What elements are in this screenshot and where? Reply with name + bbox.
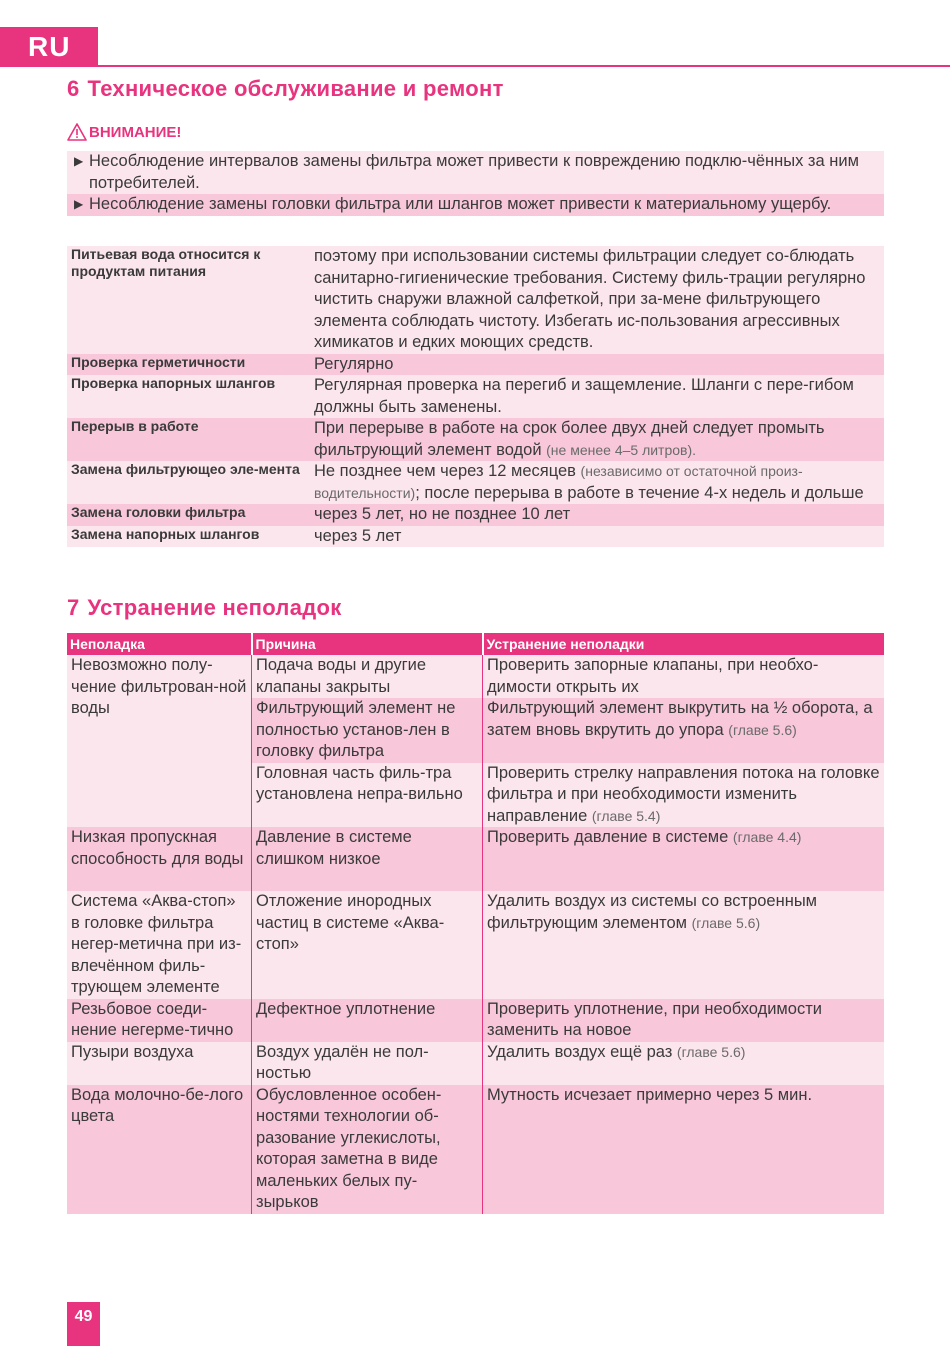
fix-cell: Удалить воздух из системы со встроенным фильтрующим элементом (главе 5.6) bbox=[483, 891, 885, 999]
troubleshooting-table bbox=[67, 633, 884, 1214]
table-row bbox=[67, 354, 884, 376]
cause-cell: Дефектное уплотнение bbox=[252, 999, 483, 1042]
fix-cell: Проверить запорные клапаны, при необхо-димости открыть их bbox=[483, 655, 885, 698]
cause-cell: Обусловленное особен-ностями технологии об-разование углекислоты, которая заметна в виде маленьких белых пу-зырьков bbox=[252, 1085, 483, 1214]
maintenance-key: Перерыв в работе bbox=[67, 418, 309, 461]
section-7-title: Устранение неполадок bbox=[87, 595, 342, 620]
table-row bbox=[67, 246, 884, 354]
reference-note: (независимо от остаточной произ-водительности) bbox=[314, 463, 803, 501]
reference-note: (главе 5.6) bbox=[691, 914, 761, 931]
maintenance-key: Замена головки фильтра bbox=[67, 504, 309, 526]
triangle-bullet-icon: ▶ bbox=[74, 197, 84, 211]
table-row bbox=[67, 418, 884, 461]
table-row bbox=[67, 375, 884, 418]
maintenance-value: Не позднее чем через 12 месяцев (независимо от остаточной произ-водительности); после перерыва в работе в течение 4-х недель и дольше bbox=[309, 461, 884, 504]
maintenance-key: Проверка герметичности bbox=[67, 354, 309, 376]
section-7-heading bbox=[67, 595, 342, 621]
warning-item bbox=[67, 194, 884, 216]
fix-cell: Мутность исчезает примерно через 5 мин. bbox=[483, 1085, 885, 1214]
maintenance-value: через 5 лет, но не позднее 10 лет bbox=[309, 504, 884, 526]
fix-cell: Удалить воздух ещё раз (главе 5.6) bbox=[483, 1042, 885, 1085]
cause-cell: Отложение инородных частиц в системе «Аква-стоп» bbox=[252, 891, 483, 999]
cause-cell: Воздух удалён не пол-ностью bbox=[252, 1042, 483, 1085]
fix-cell: Фильтрующий элемент выкрутить на ½ оборота, а затем вновь вкрутить до упора (главе 5.6) bbox=[483, 698, 885, 763]
maintenance-value: через 5 лет bbox=[309, 526, 884, 548]
table-row bbox=[67, 999, 884, 1042]
warning-label: ВНИМАНИЕ! bbox=[89, 123, 182, 141]
problem-cell: Невозможно полу-чение фильтрован-ной воды bbox=[67, 655, 252, 827]
table-row bbox=[67, 1085, 884, 1214]
reference-note: (главе 5.6) bbox=[728, 721, 797, 738]
maintenance-value: Регулярно bbox=[309, 354, 884, 376]
maintenance-value: поэтому при использовании системы фильтрации следует со-блюдать санитарно-гигиенические требования. Систему филь-трации регулярно чистить снаружи влажной салфеткой, при за-мене фильтрующего элемента соблюдать чистоту. Избегать ис-пользования агрессивных химикатов и едких моющих средств. bbox=[309, 246, 884, 354]
problem-cell: Пузыри воздуха bbox=[67, 1042, 252, 1085]
table-row bbox=[67, 526, 884, 548]
maintenance-value: Регулярная проверка на перегиб и защемление. Шланги с пере-гибом должны быть заменены. bbox=[309, 375, 884, 418]
column-header-problem: Неполадка bbox=[67, 633, 252, 655]
section-6-number: 6 bbox=[67, 76, 80, 101]
language-badge: RU bbox=[0, 27, 98, 67]
reference-note: (главе 5.4) bbox=[591, 807, 661, 824]
cause-cell: Фильтрующий элемент не полностью установ-лен в головку фильтра bbox=[252, 698, 483, 763]
fix-cell: Проверить уплотнение, при необходимости заменить на новое bbox=[483, 999, 885, 1042]
section-6-heading bbox=[67, 76, 504, 102]
maintenance-key: Замена фильтрующео эле-мента bbox=[67, 461, 309, 504]
table-row bbox=[67, 827, 884, 891]
problem-cell: Вода молочно-бе-лого цвета bbox=[67, 1085, 252, 1214]
fix-cell: Проверить давление в системе (главе 4.4) bbox=[483, 827, 885, 891]
column-header-cause: Причина bbox=[252, 633, 483, 655]
triangle-bullet-icon: ▶ bbox=[74, 154, 84, 168]
maintenance-table bbox=[67, 246, 884, 547]
table-header-row bbox=[67, 633, 884, 655]
table-row bbox=[67, 461, 884, 504]
warning-list bbox=[67, 151, 884, 216]
reference-note: (главе 4.4) bbox=[732, 829, 802, 845]
warning-title bbox=[67, 123, 181, 141]
reference-note: (не менее 4–5 литров). bbox=[546, 441, 697, 458]
cause-cell: Головная часть филь-тра установлена непра-вильно bbox=[252, 763, 483, 828]
problem-cell: Резьбовое соеди-нение негерме-тично bbox=[67, 999, 252, 1042]
table-row bbox=[67, 891, 884, 999]
problem-cell: Система «Аква-стоп» в головке фильтра негер-метична при из-влечённом филь-трующем элементе bbox=[67, 891, 252, 999]
fix-cell: Проверить стрелку направления потока на головке фильтра и при необходимости изменить направление (главе 5.4) bbox=[483, 763, 885, 828]
section-7-number: 7 bbox=[67, 595, 80, 620]
maintenance-value: При перерыве в работе на срок более двух дней следует промыть фильтрующий элемент водой (не менее 4–5 литров). bbox=[309, 418, 884, 461]
reference-note: (главе 5.6) bbox=[676, 1043, 746, 1060]
warning-text: Несоблюдение интервалов замены фильтра может привести к повреждению подклю-чённых за ним потребителей. bbox=[89, 152, 859, 192]
page-number: 49 bbox=[67, 1302, 100, 1346]
maintenance-key: Замена напорных шлангов bbox=[67, 526, 309, 548]
maintenance-key: Питьевая вода относится к продуктам питания bbox=[67, 246, 309, 354]
table-row bbox=[67, 1042, 884, 1085]
header-rule bbox=[98, 65, 950, 67]
problem-cell: Низкая пропускная способность для воды bbox=[67, 827, 252, 891]
warning-item bbox=[67, 151, 884, 194]
section-6-title: Техническое обслуживание и ремонт bbox=[87, 76, 504, 101]
warning-text: Несоблюдение замены головки фильтра или шлангов может привести к материальному ущербу. bbox=[89, 195, 832, 213]
table-row bbox=[67, 504, 884, 526]
maintenance-key: Проверка напорных шлангов bbox=[67, 375, 309, 418]
table-row bbox=[67, 655, 884, 698]
column-header-fix: Устранение неполадки bbox=[483, 633, 885, 655]
cause-cell: Давление в системе слишком низкое bbox=[252, 827, 483, 891]
warning-triangle-icon bbox=[67, 123, 87, 141]
cause-cell: Подача воды и другие клапаны закрыты bbox=[252, 655, 483, 698]
